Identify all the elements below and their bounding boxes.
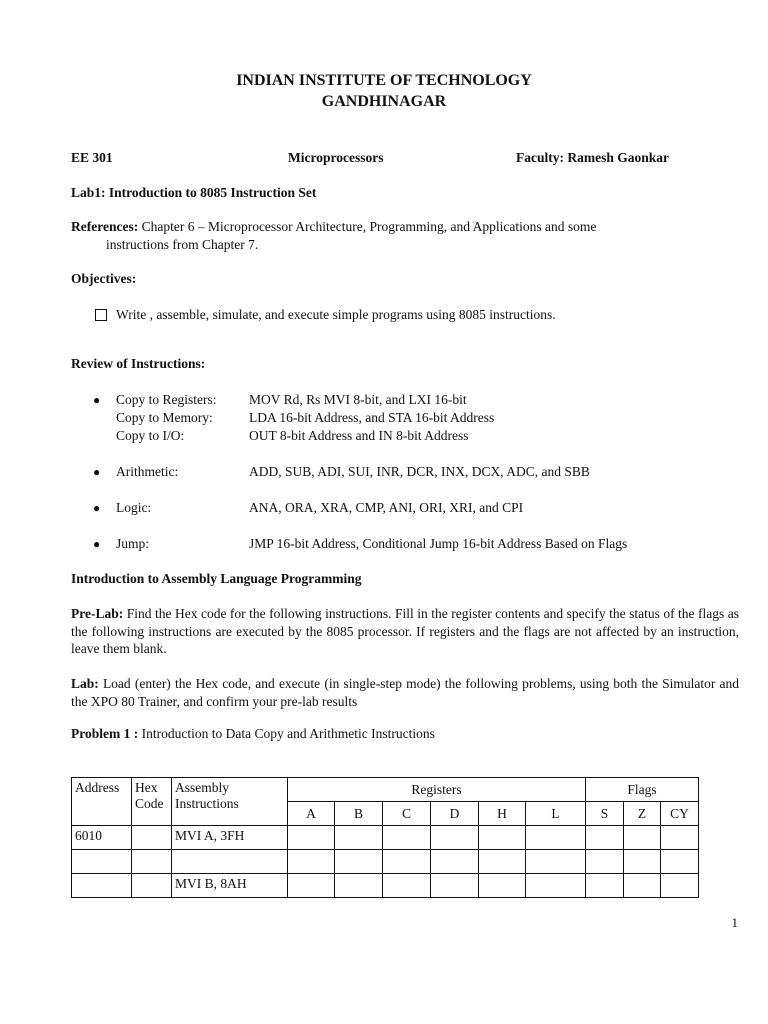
review-value: ADD, SUB, ADI, SUI, INR, DCR, INX, DCX, ADC, and SBB — [249, 464, 590, 479]
address-cell: 6010 — [72, 826, 132, 850]
prelab-text: Find the Hex code for the following instructions. Fill in the register contents and specify the status of the flags as the following instructions are executed by the 8085 processor. If registers and the flags are not affected by an instruction, leave them blank. — [71, 606, 740, 656]
instruction-cell: MVI A, 3FH — [172, 826, 288, 850]
register-cell — [479, 874, 526, 898]
flag-cell — [586, 826, 624, 850]
col-assembly-header: Assembly Instructions — [172, 778, 288, 826]
register-b-header: B — [335, 802, 383, 826]
register-cell — [335, 826, 383, 850]
prelab-label: Pre-Lab: — [71, 606, 124, 621]
review-label: Copy to I/O: — [116, 428, 185, 443]
register-cell — [288, 826, 335, 850]
register-cell — [526, 874, 586, 898]
references-line — [71, 219, 596, 235]
register-cell — [335, 874, 383, 898]
address-cell — [72, 874, 132, 898]
instruction-cell: MVI B, 8AH — [172, 874, 288, 898]
lab-paragraph — [71, 675, 739, 710]
register-cell — [288, 850, 335, 874]
table-row — [72, 874, 699, 898]
objective-item: Write , assemble, simulate, and execute simple programs using 8085 instructions. — [116, 307, 556, 322]
hex-cell — [132, 850, 172, 874]
register-cell — [335, 850, 383, 874]
review-value: MOV Rd, Rs MVI 8-bit, and LXI 16-bit — [249, 392, 467, 407]
register-cell — [526, 826, 586, 850]
prelab-paragraph — [71, 605, 739, 658]
flag-cell — [661, 826, 699, 850]
problem-line — [71, 726, 435, 742]
bullet-icon: ● — [93, 393, 101, 407]
instruction-cell — [172, 850, 288, 874]
hex-cell — [132, 826, 172, 850]
lab-label: Lab: — [71, 676, 99, 691]
institute-title: INDIAN INSTITUTE OF TECHNOLOGY — [236, 72, 532, 89]
lab-title: Lab1: Introduction to 8085 Instruction Set — [71, 185, 317, 200]
review-label: Logic: — [116, 500, 152, 515]
register-cell — [431, 850, 479, 874]
institute-subtitle: GANDHINAGAR — [321, 93, 447, 110]
flag-cell — [661, 874, 699, 898]
course-code: EE 301 — [71, 150, 113, 165]
register-cell — [383, 850, 431, 874]
bullet-icon: ● — [93, 465, 101, 479]
register-d-header: D — [431, 802, 479, 826]
register-cell — [431, 826, 479, 850]
register-cell — [383, 826, 431, 850]
table-row — [72, 826, 699, 850]
intro-heading: Introduction to Assembly Language Programming — [71, 571, 362, 586]
hex-cell — [132, 874, 172, 898]
instruction-table — [71, 777, 699, 898]
register-h-header: H — [479, 802, 526, 826]
flag-cell — [624, 826, 661, 850]
lab-text: Load (enter) the Hex code, and execute (in single-step mode) the following problems, using both the Simulator and the XPO 80 Trainer, and confirm your pre-lab results — [71, 676, 739, 709]
course-faculty: Faculty: Ramesh Gaonkar — [516, 150, 669, 165]
register-cell — [431, 874, 479, 898]
flag-cell — [624, 874, 661, 898]
flag-cy-header: CY — [661, 802, 699, 826]
review-value: JMP 16-bit Address, Conditional Jump 16-bit Address Based on Flags — [249, 536, 628, 551]
register-cell — [479, 826, 526, 850]
flags-group-header: Flags — [586, 778, 699, 802]
bullet-icon: ● — [93, 537, 101, 551]
flag-cell — [586, 874, 624, 898]
flag-cell — [624, 850, 661, 874]
review-value: OUT 8-bit Address and IN 8-bit Address — [249, 428, 469, 443]
flag-cell — [661, 850, 699, 874]
bullet-icon: ● — [93, 501, 101, 515]
col-address-header: Address — [72, 778, 132, 826]
problem-label: Problem 1 : — [71, 726, 139, 741]
review-value: ANA, ORA, XRA, CMP, ANI, ORI, XRI, and CPI — [249, 500, 524, 515]
references-text: Chapter 6 – Microprocessor Architecture, Programming, and Applications and some — [141, 219, 597, 234]
register-a-header: A — [288, 802, 335, 826]
checkbox-icon — [95, 309, 107, 321]
review-label: Copy to Registers: — [116, 392, 217, 407]
register-c-header: C — [383, 802, 431, 826]
course-name: Microprocessors — [288, 150, 384, 165]
references-label: References: — [71, 219, 139, 234]
registers-group-header: Registers — [288, 778, 586, 802]
references-continuation: instructions from Chapter 7. — [106, 237, 259, 252]
register-cell — [526, 850, 586, 874]
objectives-heading: Objectives: — [71, 271, 137, 286]
register-cell — [288, 874, 335, 898]
register-cell — [479, 850, 526, 874]
address-cell — [72, 850, 132, 874]
review-label: Arithmetic: — [116, 464, 179, 479]
problem-text: Introduction to Data Copy and Arithmetic Instructions — [141, 726, 435, 741]
flag-z-header: Z — [624, 802, 661, 826]
table-row — [72, 850, 699, 874]
flag-s-header: S — [586, 802, 624, 826]
register-cell — [383, 874, 431, 898]
page-number: 1 — [731, 915, 738, 930]
col-hex-header: Hex Code — [132, 778, 172, 826]
review-heading: Review of Instructions: — [71, 356, 206, 371]
flag-cell — [586, 850, 624, 874]
review-label: Jump: — [116, 536, 150, 551]
review-value: LDA 16-bit Address, and STA 16-bit Address — [249, 410, 495, 425]
register-l-header: L — [526, 802, 586, 826]
review-label: Copy to Memory: — [116, 410, 213, 425]
table-header-row — [72, 778, 699, 802]
